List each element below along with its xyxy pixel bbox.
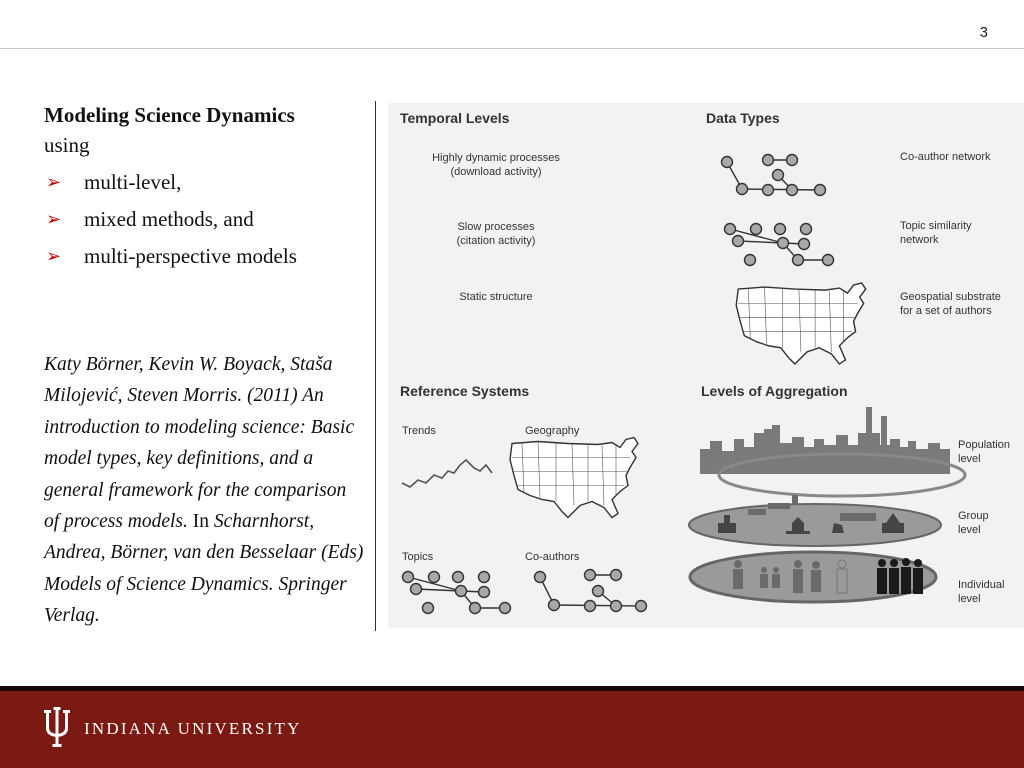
bullet-list — [44, 164, 362, 275]
left-column — [44, 100, 362, 275]
aggregation-1-line-1: Population — [958, 439, 1010, 451]
arrow-bullet-icon: ➢ — [46, 246, 62, 267]
bullet-item: ➢ multi-level, — [44, 164, 362, 201]
header-divider — [0, 48, 1024, 49]
citation-in: In — [192, 511, 210, 533]
university-name: INDIANA UNIVERSITY — [84, 719, 302, 738]
bullet-item: ➢ multi-perspective models — [44, 238, 362, 275]
reference-systems-title: Reference Systems — [400, 383, 530, 399]
data-type-3-line-1: Geospatial substrate — [900, 291, 1001, 303]
data-types-title: Data Types — [706, 110, 780, 126]
citation — [44, 349, 364, 632]
aggregation-2-line-2: level — [958, 524, 981, 536]
data-type-2-line-2: network — [900, 234, 939, 246]
citation-authors: Katy Börner, Kevin W. Boyack, Staša Milojević, Steven Morris. (2011) An introduction to modeling science: Basic model types, key definitions, and a general framework for the comparison of process models. — [44, 354, 355, 533]
arrow-bullet-icon: ➢ — [46, 209, 62, 230]
data-type-2-line-1: Topic similarity — [900, 220, 972, 232]
reference-geography-label: Geography — [525, 425, 580, 437]
column-divider — [375, 101, 376, 631]
slide-subtitle: using — [44, 133, 90, 157]
page-number: 3 — [979, 24, 988, 41]
coauthors-graph — [535, 570, 647, 612]
reference-coauthors-label: Co-authors — [525, 551, 580, 563]
reference-trends-label: Trends — [402, 425, 436, 437]
temporal-item-1-line-1: Highly dynamic processes — [432, 152, 560, 164]
us-map-geography — [510, 438, 638, 518]
modeling-framework-figure — [388, 103, 1024, 628]
topic-similarity-network-graph — [725, 224, 834, 266]
aggregation-3-line-2: level — [958, 593, 981, 605]
aggregation-3-line-1: Individual — [958, 579, 1005, 591]
topics-graph — [403, 572, 511, 614]
coauthor-network-graph — [722, 155, 826, 196]
temporal-levels-title: Temporal Levels — [400, 110, 510, 126]
temporal-item-2-line-2: (citation activity) — [456, 235, 536, 247]
bullet-item: ➢ mixed methods, and — [44, 201, 362, 238]
figure-canvas — [388, 103, 1024, 628]
temporal-item-3: Static structure — [459, 291, 533, 303]
slide-title: Modeling Science Dynamics — [44, 103, 295, 127]
us-map-geospatial — [736, 283, 866, 364]
reference-topics-label: Topics — [402, 551, 434, 563]
aggregation-1-line-2: level — [958, 453, 981, 465]
arrow-bullet-icon: ➢ — [46, 172, 62, 193]
trends-line — [402, 460, 492, 487]
data-type-3-line-2: for a set of authors — [900, 305, 992, 317]
temporal-item-1-line-2: (download activity) — [450, 166, 542, 178]
iu-trident-logo-icon — [42, 706, 72, 748]
temporal-item-2-line-1: Slow processes — [457, 221, 535, 233]
footer-top-stripe — [0, 686, 1024, 691]
aggregation-2-line-1: Group — [958, 510, 989, 522]
levels-of-aggregation-title: Levels of Aggregation — [701, 383, 848, 399]
data-type-1: Co-author network — [900, 151, 991, 163]
citation-source: Scharnhorst, Andrea, Börner, van den Besselaar (Eds) Models of Science Dynamics. Springer Verlag. — [44, 511, 364, 627]
